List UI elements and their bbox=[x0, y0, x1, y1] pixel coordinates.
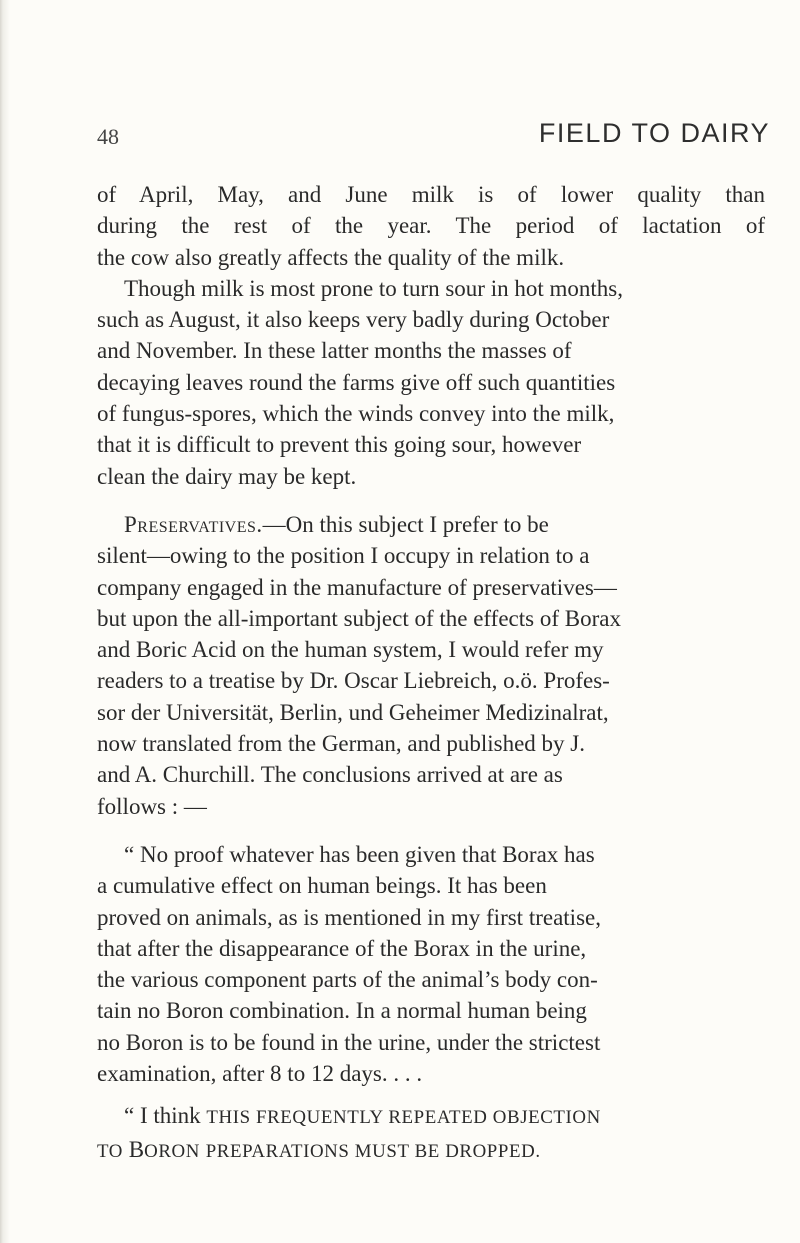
text-line bbox=[70, 1134, 765, 1167]
running-head: FIELD TO DAIRY bbox=[538, 118, 770, 148]
body-text bbox=[97, 179, 765, 1167]
text-line: sor der Universität, Berlin, und Geheimer Medizinalrat, bbox=[97, 699, 609, 725]
quote-open: “ I think bbox=[124, 1103, 207, 1129]
page-number: 48 bbox=[97, 124, 119, 149]
paragraph-preservatives bbox=[97, 509, 765, 822]
capital-letter: B bbox=[128, 1136, 145, 1162]
text-line: and A. Churchill. The conclusions arrived at are as bbox=[97, 762, 563, 788]
text-line bbox=[97, 1100, 765, 1133]
text-line: Though milk is most prone to turn sour in hot months, bbox=[124, 275, 623, 301]
text-line: no Boron is to be found in the urine, under the strictest bbox=[97, 1029, 601, 1055]
text-line: during the rest of the year. The period of lactation of bbox=[97, 213, 765, 239]
text-line: a cumulative effect on human beings. It has been bbox=[97, 873, 547, 899]
small-caps-text: PREPARATIONS MUST BE DROPPED. bbox=[205, 1140, 541, 1162]
text-line: such as August, it also keeps very badly during October bbox=[97, 307, 610, 333]
text-line: company engaged in the manufacture of preservatives— bbox=[97, 574, 617, 600]
text-line: tain no Boron combination. In a normal human being bbox=[97, 998, 587, 1024]
text-line: of fungus-spores, which the winds convey into the milk, bbox=[97, 401, 615, 427]
small-caps-text: ORON bbox=[144, 1140, 200, 1162]
text-line: examination, after 8 to 12 days. . . . bbox=[97, 1061, 423, 1087]
text-line: and Boric Acid on the human system, I would refer my bbox=[97, 637, 604, 663]
text-line: of April, May, and June milk is of lower quality than bbox=[97, 182, 765, 207]
text-line bbox=[97, 509, 765, 540]
text-line: that it is difficult to prevent this going sour, however bbox=[97, 432, 582, 458]
text-line: decaying leaves round the farms give off such quantities bbox=[97, 369, 616, 395]
text-line: follows : — bbox=[97, 793, 207, 819]
text-line: clean the dairy may be kept. bbox=[97, 463, 357, 489]
paragraph-quote-conclusion bbox=[97, 1100, 765, 1167]
text-line: “ No proof whatever has been given that Borax has bbox=[124, 841, 595, 867]
text-line: and November. In these latter months the masses of bbox=[97, 338, 572, 364]
text-line: silent—owing to the position I occupy in relation to a bbox=[97, 543, 590, 569]
small-caps-text: THIS FREQUENTLY REPEATED OBJECTION bbox=[206, 1107, 601, 1129]
text-line: readers to a treatise by Dr. Oscar Liebreich, o.ö. Profes- bbox=[97, 668, 610, 694]
text-line: that after the disappearance of the Borax in the urine, bbox=[97, 935, 587, 961]
text-line: but upon the all-important subject of the effects of Borax bbox=[97, 605, 621, 631]
paragraph-seasons bbox=[97, 273, 765, 492]
section-heading: Preservatives. bbox=[124, 511, 263, 537]
text-line: the various component parts of the animal’s body con- bbox=[97, 967, 598, 993]
page-edge bbox=[0, 0, 10, 1243]
text-line: now translated from the German, and published by J. bbox=[97, 731, 585, 757]
page-header bbox=[97, 118, 770, 158]
small-caps-text: TO bbox=[97, 1140, 123, 1162]
paragraph-continued bbox=[97, 179, 765, 273]
text-line: —On this subject I prefer to be bbox=[262, 511, 549, 537]
text-line: the cow also greatly affects the quality of the milk. bbox=[97, 244, 565, 270]
paragraph-quote-boron bbox=[97, 839, 765, 1089]
text-line: proved on animals, as is mentioned in my first treatise, bbox=[97, 904, 601, 930]
